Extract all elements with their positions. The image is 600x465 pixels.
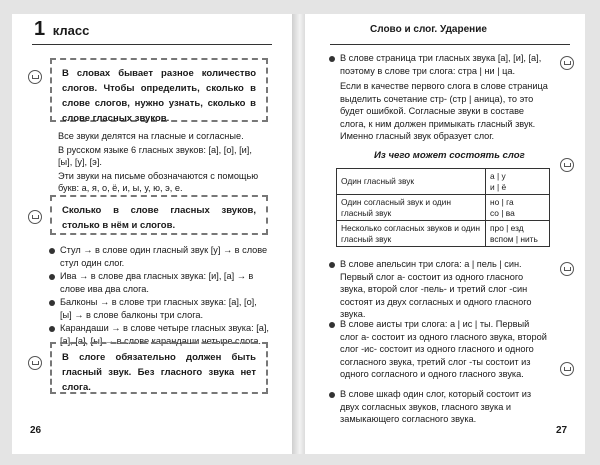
example-bullet: В слове аисты три слога: а | ис | ты. Первый слог а- состоит из одного гласного звука, второй слог -ис- состоит из одного гласного и одного согласного звука, третий слог -ты состоит из одного согласного и одного гласного звука. — [328, 318, 550, 381]
table-row — [337, 169, 550, 195]
rule-box-count — [50, 195, 268, 235]
vowels-paragraph — [58, 130, 268, 196]
table-row — [337, 195, 550, 221]
section-title: Слово и слог. Ударение — [370, 24, 487, 35]
pencil-icon — [560, 158, 574, 172]
table-cell-label: Один согласный звук и один гласный звук — [337, 195, 486, 221]
rule-box-vowel — [50, 342, 268, 394]
example-bullet: Стул → в слове один гласный звук [у] → в слове стул один слог. — [48, 244, 270, 269]
table-cell-label: Несколько согласных звуков и один гласный звук — [337, 221, 486, 247]
table-cell-example: а | у и | ё — [486, 169, 550, 195]
paragraph-line: Все звуки делятся на гласные и согласные. — [58, 131, 244, 141]
example-bullet: Карандаши → в слове четыре гласных звука: [а], [а], [а], [ы] → в слове карандаши четыре слога. — [48, 322, 270, 347]
rule-box-text: Сколько в слове гласных звуков, столько в нём и слогов. — [62, 205, 256, 231]
explanation-paragraph — [340, 80, 552, 144]
paragraph-line: Если в качестве первого слога в слове страница выделить сочетание стр- (стр | аница), то это будет ошибкой. Согласные звуки в составе слога, к ним должен примыкать гласный звук. Именно гласный звук образует слог. — [340, 81, 548, 141]
example-bullet: В слове страница три гласных звука [а], [и], [а], поэтому в слове три слога: стра | ни | ца. — [328, 52, 550, 77]
grade-label: класс — [52, 23, 90, 38]
page-number: 27 — [556, 425, 568, 436]
example-bullet: Балконы → в слове три гласных звука: [а], [о], [ы] → в слове балконы три слога. — [48, 296, 270, 321]
table-row — [337, 221, 550, 247]
grade-number: 1 — [34, 18, 46, 40]
rule-box-text: В словах бывает разное количество слогов. Чтобы определить, сколько в слове слогов, нужно узнать, сколько в слове гласных звуков. — [62, 68, 256, 124]
grade-header — [34, 18, 89, 41]
rule-box-syllables — [50, 58, 268, 122]
right-header-rule — [330, 44, 570, 45]
table-cell-label: Один гласный звук — [337, 169, 486, 195]
syllable-table — [336, 168, 550, 247]
paragraph-line: В русском языке 6 гласных звуков: [а], [о], [и], [ы], [у], [э]. — [58, 144, 252, 167]
example-bullet: В слове апельсин три слога: а | пель | син. Первый слог а- состоит из одного гласного звука, второй слог -пель- и третий слог -син состоят из двух согласных и одного гласного звука. — [328, 258, 550, 321]
pencil-icon — [560, 56, 574, 70]
book-icon — [28, 210, 42, 224]
paragraph-line: Эти звуки на письме обозначаются с помощью букв: а, я, о, ё, и, ы, у, ю, э, е. — [58, 170, 259, 193]
book-gutter — [292, 14, 305, 454]
rule-box-text: В слоге обязательно должен быть гласный звук. Без гласного звука нет слога. — [62, 352, 256, 393]
pencil-icon — [560, 262, 574, 276]
pencil-icon — [560, 362, 574, 376]
example-bullet: В слове шкаф один слог, который состоит из двух согласных звуков, гласного звука и замыкающего согласного звука. — [328, 388, 550, 426]
book-icon — [28, 70, 42, 84]
table-cell-example: но | га со | ва — [486, 195, 550, 221]
table-cell-example: про | езд вспом | нить — [486, 221, 550, 247]
book-icon — [28, 356, 42, 370]
page-number: 26 — [30, 425, 42, 436]
left-header-rule — [32, 44, 272, 45]
example-bullet: Ива → в слове два гласных звука: [и], [а] → в слове ива два слога. — [48, 270, 270, 295]
table-title: Из чего может состоять слог — [374, 150, 525, 161]
